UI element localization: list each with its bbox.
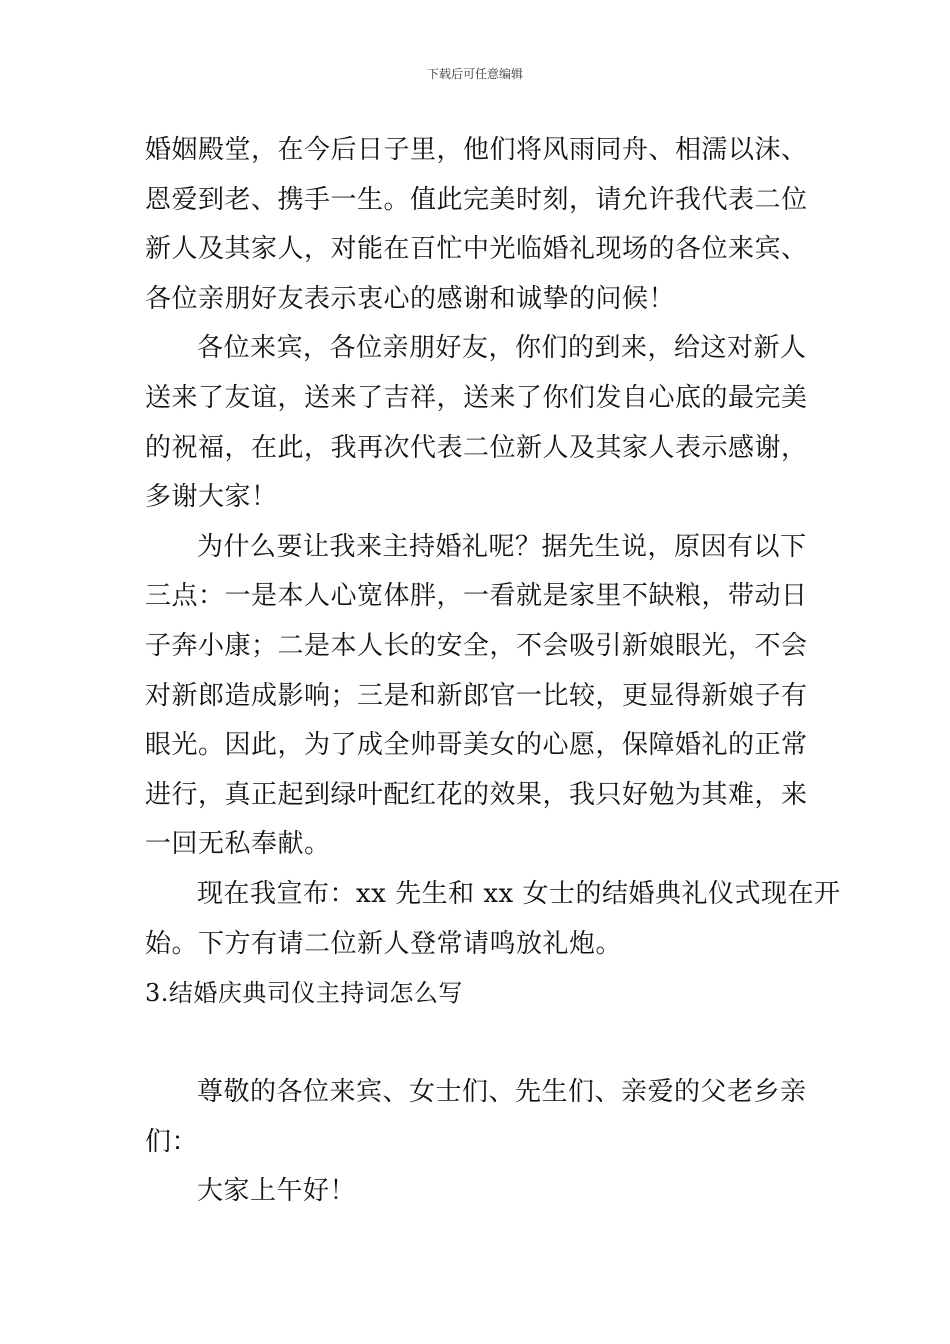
paragraph xyxy=(145,1167,810,1217)
text-line: 三点：一是本人心宽体胖，一看就是家里不缺粮，带动日 xyxy=(145,581,808,612)
text-line: 眼光。因此，为了成全帅哥美女的心愿，保障婚礼的正常 xyxy=(145,730,808,761)
paragraph xyxy=(145,324,810,522)
paragraph xyxy=(145,870,841,969)
text-line: 始。下方有请二位新人登常请鸣放礼炮。 xyxy=(145,928,623,959)
paragraph xyxy=(145,126,810,324)
text-line: 现在我宣布：xx 先生和 xx 女士的结婚典礼仪式现在开 xyxy=(197,878,841,909)
text-line: 多谢大家！ xyxy=(145,482,278,513)
text-line: 的祝福，在此，我再次代表二位新人及其家人表示感谢， xyxy=(145,432,808,463)
blank-line xyxy=(145,1019,810,1069)
text-line: 们： xyxy=(145,1126,199,1157)
text-line: 为什么要让我来主持婚礼呢？据先生说，原因有以下 xyxy=(197,531,807,562)
text-line: 对新郎造成影响；三是和新郎官一比较，更显得新娘子有 xyxy=(145,680,808,711)
text-line: 各位亲朋好友表示衷心的感谢和诚挚的问候！ xyxy=(145,283,676,314)
text-line: 进行，真正起到绿叶配红花的效果，我只好勉为其难，来 xyxy=(145,779,808,810)
text-line: 子奔小康；二是本人长的安全，不会吸引新娘眼光，不会 xyxy=(145,630,808,661)
paragraph xyxy=(145,1068,810,1167)
section-heading: 3.结婚庆典司仪主持词怎么写 xyxy=(145,979,463,1008)
text-line: 新人及其家人，对能在百忙中光临婚礼现场的各位来宾、 xyxy=(145,234,808,265)
text-line: 一回无私奉献。 xyxy=(145,829,331,860)
document-body xyxy=(145,126,841,1217)
text-line: 大家上午好！ xyxy=(197,1176,357,1207)
text-line: 婚姻殿堂，在今后日子里，他们将风雨同舟、相濡以沫、 xyxy=(145,135,808,165)
paragraph xyxy=(145,523,810,870)
text-line: 尊敬的各位来宾、女士们、先生们、亲爱的父老乡亲 xyxy=(197,1077,807,1108)
text-line: 送来了友谊，送来了吉祥，送来了你们发自心底的最完美 xyxy=(145,382,808,413)
text-line: 各位来宾，各位亲朋好友，你们的到来，给这对新人 xyxy=(197,333,807,364)
text-line: 恩爱到老、携手一生。值此完美时刻，请允许我代表二位 xyxy=(145,184,808,215)
page-header: 下载后可任意编辑 xyxy=(426,67,523,81)
